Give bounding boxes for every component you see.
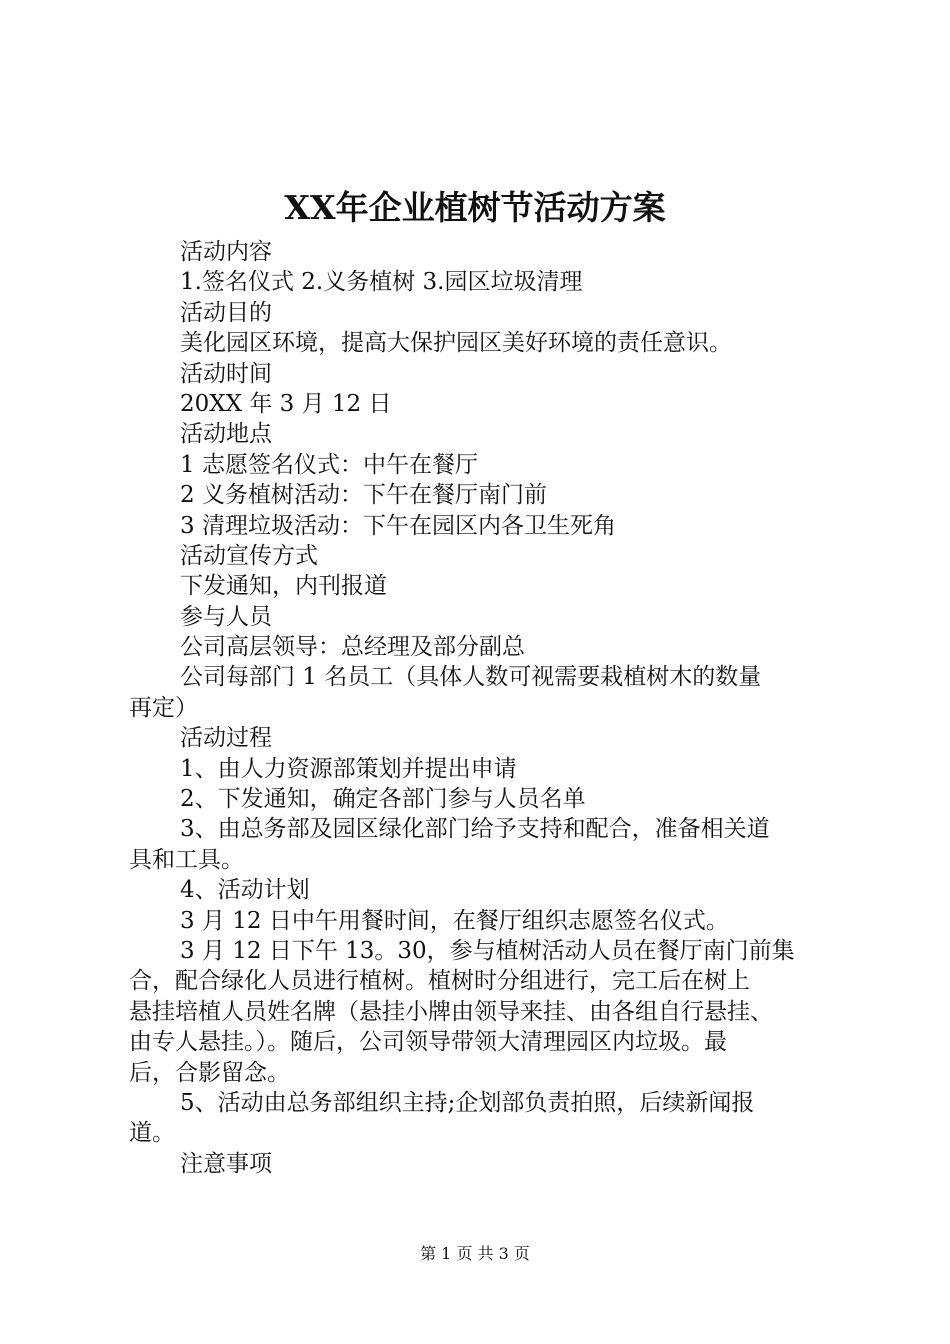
paragraph-line: 由专人悬挂。）。随后，公司领导带领大清理园区内垃圾。最 (129, 1029, 727, 1056)
page-number-footer: 第 1 页 共 3 页 (420, 1244, 530, 1263)
paragraph-line: 3 月 12 日中午用餐时间，在餐厅组织志愿签名仪式。 (180, 907, 729, 934)
paragraph-line: 注意事项 (180, 1150, 272, 1177)
paragraph-line: 活动地点 (180, 421, 272, 448)
paragraph-line: 活动过程 (180, 725, 272, 752)
paragraph-line: 公司每部门 1 名员工（具体人数可视需要栽植树木的数量 (180, 664, 762, 691)
paragraph-line: 活动时间 (180, 360, 272, 387)
paragraph-line: 5、活动由总务部组织主持;企划部负责拍照，后续新闻报 (180, 1089, 755, 1116)
paragraph-line: 道。 (129, 1120, 175, 1147)
paragraph-line: 2 义务植树活动：下午在餐厅南门前 (180, 482, 547, 509)
paragraph-line: 活动目的 (180, 299, 272, 326)
paragraph-line: 3、由总务部及园区绿化部门给予支持和配合，准备相关道 (180, 816, 770, 843)
paragraph-line: 4、活动计划 (180, 877, 310, 904)
document-title: XX年企业植树节活动方案 (284, 188, 666, 227)
paragraph-line: 公司高层领导：总经理及部分副总 (180, 634, 525, 661)
paragraph-line: 再定） (129, 694, 198, 721)
paragraph-line: 参与人员 (180, 603, 272, 630)
paragraph-line: 2、下发通知，确定各部门参与人员名单 (180, 786, 586, 813)
paragraph-line: 后，合影留念。 (129, 1059, 290, 1086)
paragraph-line: 合，配合绿化人员进行植树。植树时分组进行，完工后在树上 (129, 968, 750, 995)
paragraph-line: 20XX 年 3 月 12 日 (180, 390, 392, 417)
paragraph-line: 1 志愿签名仪式：中午在餐厅 (180, 451, 478, 478)
paragraph-line: 3 月 12 日下午 13。30，参与植树活动人员在餐厅南门前集 (180, 937, 795, 964)
paragraph-line: 下发通知，内刊报道 (180, 573, 387, 600)
paragraph-line: 活动宣传方式 (180, 542, 318, 569)
paragraph-line: 1.签名仪式 2.义务植树 3.园区垃圾清理 (180, 269, 583, 296)
document-body (129, 237, 839, 1179)
paragraph-line: 3 清理垃圾活动：下午在园区内各卫生死角 (180, 512, 616, 539)
paragraph-line: 美化园区环境，提高大保护园区美好环境的责任意识。 (180, 330, 732, 357)
paragraph-line: 1、由人力资源部策划并提出申请 (180, 755, 517, 782)
paragraph-line: 悬挂培植人员姓名牌（悬挂小牌由领导来挂、由各组自行悬挂、 (129, 998, 773, 1025)
paragraph-line: 活动内容 (180, 239, 272, 265)
paragraph-line: 具和工具。 (129, 846, 244, 873)
